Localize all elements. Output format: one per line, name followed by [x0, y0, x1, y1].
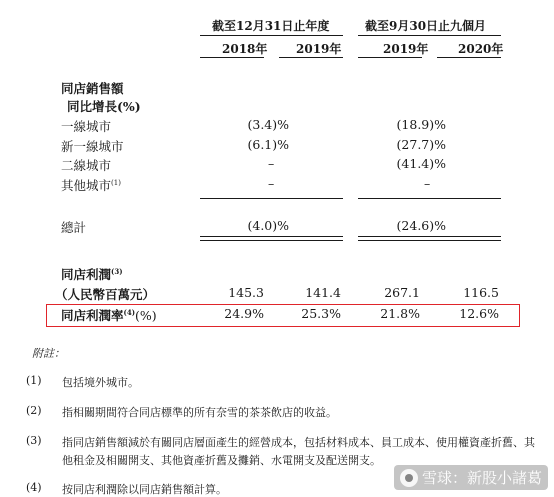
row-label-total: 總計	[61, 220, 87, 235]
section-title-same-store-profit	[61, 265, 123, 283]
header-col-2019b: 2019年	[383, 42, 429, 56]
snowball-logo-icon	[400, 469, 418, 487]
footnote-ref-1: (1)	[111, 178, 121, 187]
row-value-new-tier1-2020: (27.7)%	[396, 137, 446, 152]
header-col-2019a: 2019年	[296, 42, 342, 56]
total-double-rule-2020	[358, 236, 501, 241]
subtotal-rule-2019	[200, 198, 343, 199]
header-underline-2019b	[358, 57, 422, 58]
header-rule-right	[358, 35, 501, 36]
row-value-total-2019: (4.0)%	[247, 218, 289, 233]
row-value-other-2019: –	[268, 176, 275, 191]
note-1-text: 包括境外城市。	[62, 376, 139, 389]
subtotal-rule-2020	[358, 198, 501, 199]
watermark-text: 雪球：新股小諸葛	[421, 469, 542, 487]
section-subtitle-yoy-growth: 同比增長(%)	[67, 99, 141, 114]
header-underline-2020	[437, 57, 501, 58]
profit-value-2018: 145.3	[228, 285, 264, 300]
note-3-number: (3)	[26, 434, 42, 447]
profit-value-2019a: 141.4	[305, 285, 341, 300]
row-value-new-tier1-2019: (6.1)%	[247, 137, 289, 152]
note-4-text: 按同店利潤除以同店銷售額計算。	[62, 483, 227, 496]
footnote-ref-3: (3)	[111, 266, 123, 276]
section-title-same-store-sales: 同店銷售額	[61, 81, 124, 96]
margin-value-2019a: 25.3%	[301, 306, 341, 321]
highlight-box	[46, 304, 520, 327]
profit-value-2020: 116.5	[463, 285, 499, 300]
header-rule-left	[200, 35, 343, 36]
header-underline-2018	[200, 57, 264, 58]
row-value-total-2020: (24.6)%	[396, 218, 446, 233]
note-2-text: 指相關期間符合同店標準的所有奈雪的茶茶飲店的收益。	[62, 406, 337, 419]
header-group-fiscal-year: 截至12月31日止年度	[212, 19, 330, 33]
row-label-new-tier1: 新一線城市	[61, 139, 124, 154]
margin-value-2019b: 21.8%	[380, 306, 420, 321]
header-col-2020: 2020年	[458, 42, 504, 56]
profit-value-2019b: 267.1	[384, 285, 420, 300]
row-value-tier1-2019: (3.4)%	[247, 117, 289, 132]
row-label-tier1: 一線城市	[61, 119, 112, 134]
note-2-number: (2)	[26, 404, 42, 417]
header-col-2018: 2018年	[222, 42, 268, 56]
margin-value-2020: 12.6%	[459, 306, 499, 321]
row-value-tier2-2020: (41.4)%	[396, 156, 446, 171]
watermark	[394, 465, 548, 490]
row-label-other-cities-text: 其他城市	[61, 178, 112, 193]
total-double-rule-2019	[200, 236, 343, 241]
note-1-number: (1)	[26, 374, 42, 387]
notes-heading: 附註：	[32, 347, 65, 360]
header-underline-2019a	[279, 57, 343, 58]
note-3-text-line2: 他租金及相關開支、其他資產折舊及攤銷、水電開支及配送開支。	[62, 454, 381, 467]
row-label-tier2: 二線城市	[61, 158, 112, 173]
row-value-other-2020: –	[424, 176, 431, 191]
row-label-profit-margin-text: 同店利潤率	[61, 308, 124, 323]
footnote-ref-4: (4)	[123, 307, 136, 317]
row-label-other-cities	[61, 176, 121, 194]
section-title-same-store-profit-text: 同店利潤	[61, 267, 112, 282]
row-value-tier2-2019: –	[268, 156, 275, 171]
note-3-text-line1: 指同店銷售額減於有關同店層面產生的經營成本，包括材料成本、員工成本、使用權資產折舊、其	[62, 436, 535, 449]
row-label-profit-margin-suffix: (%)	[135, 308, 157, 323]
margin-value-2018: 24.9%	[224, 306, 264, 321]
header-group-nine-months: 截至9月30日止九個月	[365, 19, 487, 33]
row-label-rmb-millions: （人民幣百萬元）	[55, 287, 156, 302]
note-4-number: (4)	[26, 481, 42, 494]
row-value-tier1-2020: (18.9)%	[396, 117, 446, 132]
